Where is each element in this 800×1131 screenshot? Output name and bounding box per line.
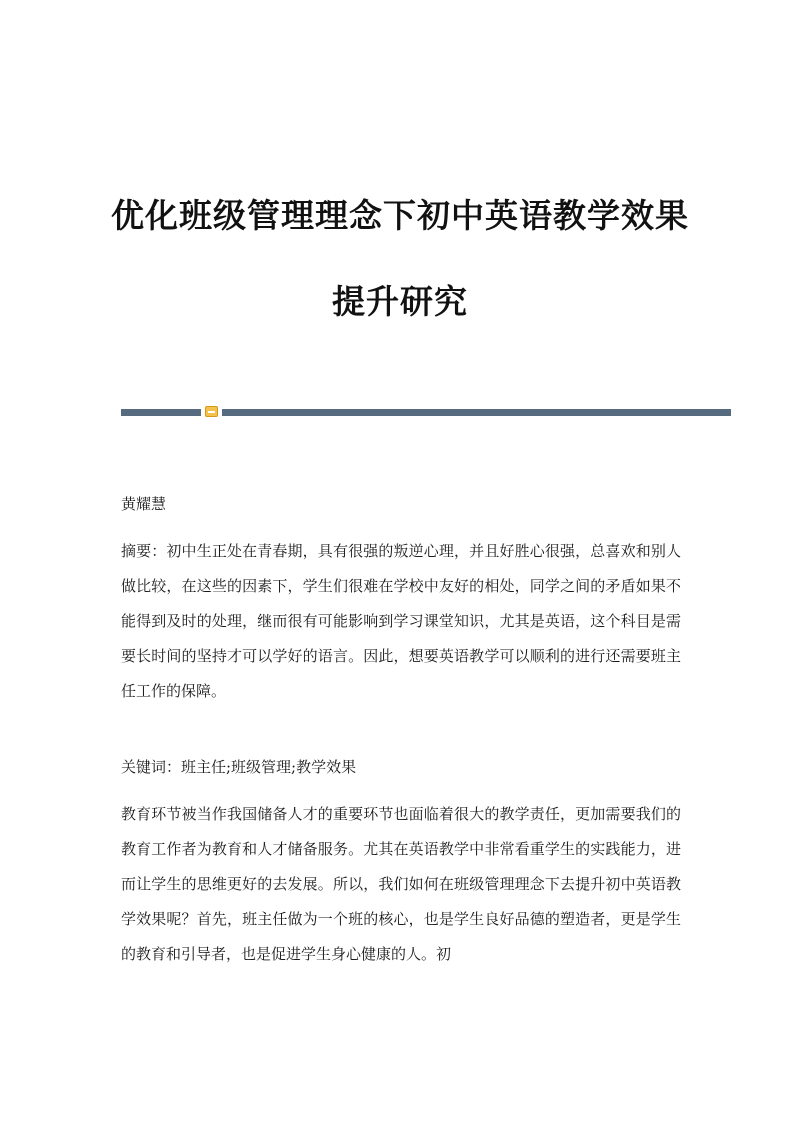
document-title-line-1: 优化班级管理理念下初中英语教学效果 (111, 196, 689, 235)
keywords-line: 关键词：班主任;班级管理;教学效果 (121, 758, 357, 776)
author-name: 黄耀慧 (121, 495, 167, 513)
divider-bar-left (121, 409, 201, 416)
divider-bar-right (222, 409, 731, 416)
divider-emblem-icon (205, 406, 218, 417)
title-divider (121, 409, 731, 417)
abstract-paragraph: 摘要：初中生正处在青春期，具有很强的叛逆心理，并且好胜心很强，总喜欢和别人做比较，在这些的因素下，学生们很难在学校中友好的相处，同学之间的矛盾如果不能得到及时的处理，继而很有可能影响到学习课堂知识，尤其是英语，这个科目是需要长时间的坚持才可以学好的语言。因此，想要英语教学可以顺利的进行还需要班主任工作的保障。 (121, 542, 681, 700)
document-title-line-2: 提升研究 (332, 282, 468, 321)
body-paragraph: 教育环节被当作我国储备人才的重要环节也面临着很大的教学责任，更加需要我们的教育工作者为教育和人才储备服务。尤其在英语教学中非常看重学生的实践能力，进而让学生的思维更好的去发展。所以，我们如何在班级管理理念下去提升初中英语教学效果呢？首先，班主任做为一个班的核心，也是学生良好品德的塑造者，更是学生的教育和引导者，也是促进学生身心健康的人。初 (121, 805, 681, 963)
